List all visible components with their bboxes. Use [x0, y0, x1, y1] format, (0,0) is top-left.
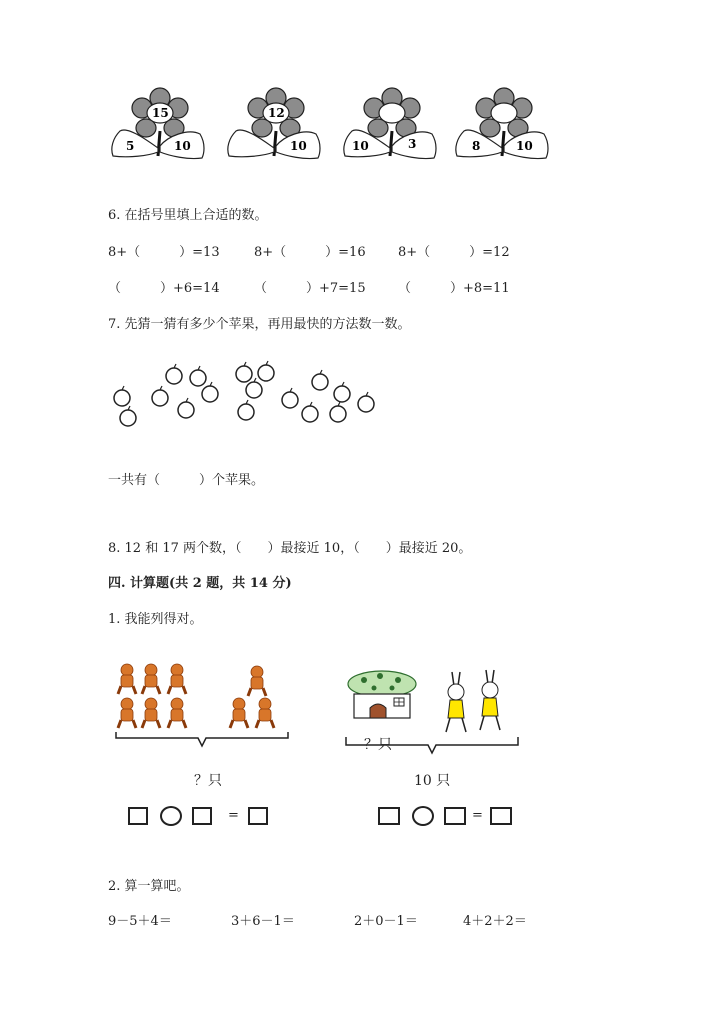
- q8-text: 8. 12 和 17 两个数，（ ）最接近 10，（ ）最接近 20。: [108, 541, 472, 556]
- s4-q2-expr-3: 2＋0－1＝: [354, 914, 418, 929]
- q6-title: 6. 在括号里填上合适的数。: [108, 208, 268, 223]
- s4-q2-expr-2: 3＋6－1＝: [231, 914, 295, 929]
- right-box-2[interactable]: [444, 807, 466, 825]
- house-rabbits-illustration: [344, 668, 518, 740]
- right-total-label: 10 只: [414, 773, 451, 789]
- right-small-unknown-label: ？只: [364, 737, 392, 753]
- q6-row1-item2: 8+（ ）=16: [254, 245, 366, 260]
- monkeys-illustration: [115, 660, 285, 732]
- flower-1: [108, 86, 208, 166]
- flower-1-top: 15: [152, 106, 169, 120]
- flower-2: [224, 86, 324, 166]
- q7-answer: 一共有（ ）个苹果。: [108, 473, 265, 488]
- s4-q2-expr-1: 9－5＋4＝: [108, 914, 172, 929]
- flower-2-right: 10: [290, 139, 307, 153]
- q6-row1-item1: 8+（ ）=13: [108, 245, 220, 260]
- right-equals: =: [472, 808, 483, 823]
- left-unknown-label: ？只: [194, 773, 222, 789]
- right-equation: [378, 806, 528, 828]
- right-small-brace: [344, 737, 520, 757]
- left-box-result[interactable]: [248, 807, 268, 825]
- q6-row2-item1: （ ）+6=14: [108, 281, 220, 296]
- q6-row2-item2: （ ）+7=15: [254, 281, 366, 296]
- s4-q2-expr-4: 4＋2＋2＝: [463, 914, 527, 929]
- left-box-1[interactable]: [128, 807, 148, 825]
- s4-q1-title: 1. 我能列得对。: [108, 612, 203, 627]
- flower-1-right: 10: [174, 139, 191, 153]
- flower-1-left: 5: [126, 139, 135, 153]
- left-brace: [114, 730, 290, 750]
- right-box-result[interactable]: [490, 807, 512, 825]
- flower-3: [340, 86, 440, 166]
- flower-3-left: 10: [352, 139, 369, 153]
- left-box-2[interactable]: [192, 807, 212, 825]
- right-box-1[interactable]: [378, 807, 400, 825]
- left-circle-operator[interactable]: [160, 806, 182, 826]
- flower-4-right: 10: [516, 139, 533, 153]
- q7-title: 7. 先猜一猜有多少个苹果，再用最快的方法数一数。: [108, 317, 411, 332]
- flower-4: [452, 86, 552, 166]
- left-equation: [128, 806, 278, 828]
- s4-q2-title: 2. 算一算吧。: [108, 879, 190, 894]
- q6-row2-item3: （ ）+8=11: [398, 281, 510, 296]
- section4-title: 四. 计算题(共 2 题，共 14 分): [108, 576, 292, 591]
- q6-row1-item3: 8+（ ）=12: [398, 245, 510, 260]
- left-equals: =: [228, 808, 239, 823]
- flower-2-top: 12: [268, 106, 285, 120]
- flower-3-right: 3: [408, 137, 417, 151]
- flower-4-left: 8: [472, 139, 481, 153]
- right-circle-operator[interactable]: [412, 806, 434, 826]
- apples-illustration: [108, 362, 383, 428]
